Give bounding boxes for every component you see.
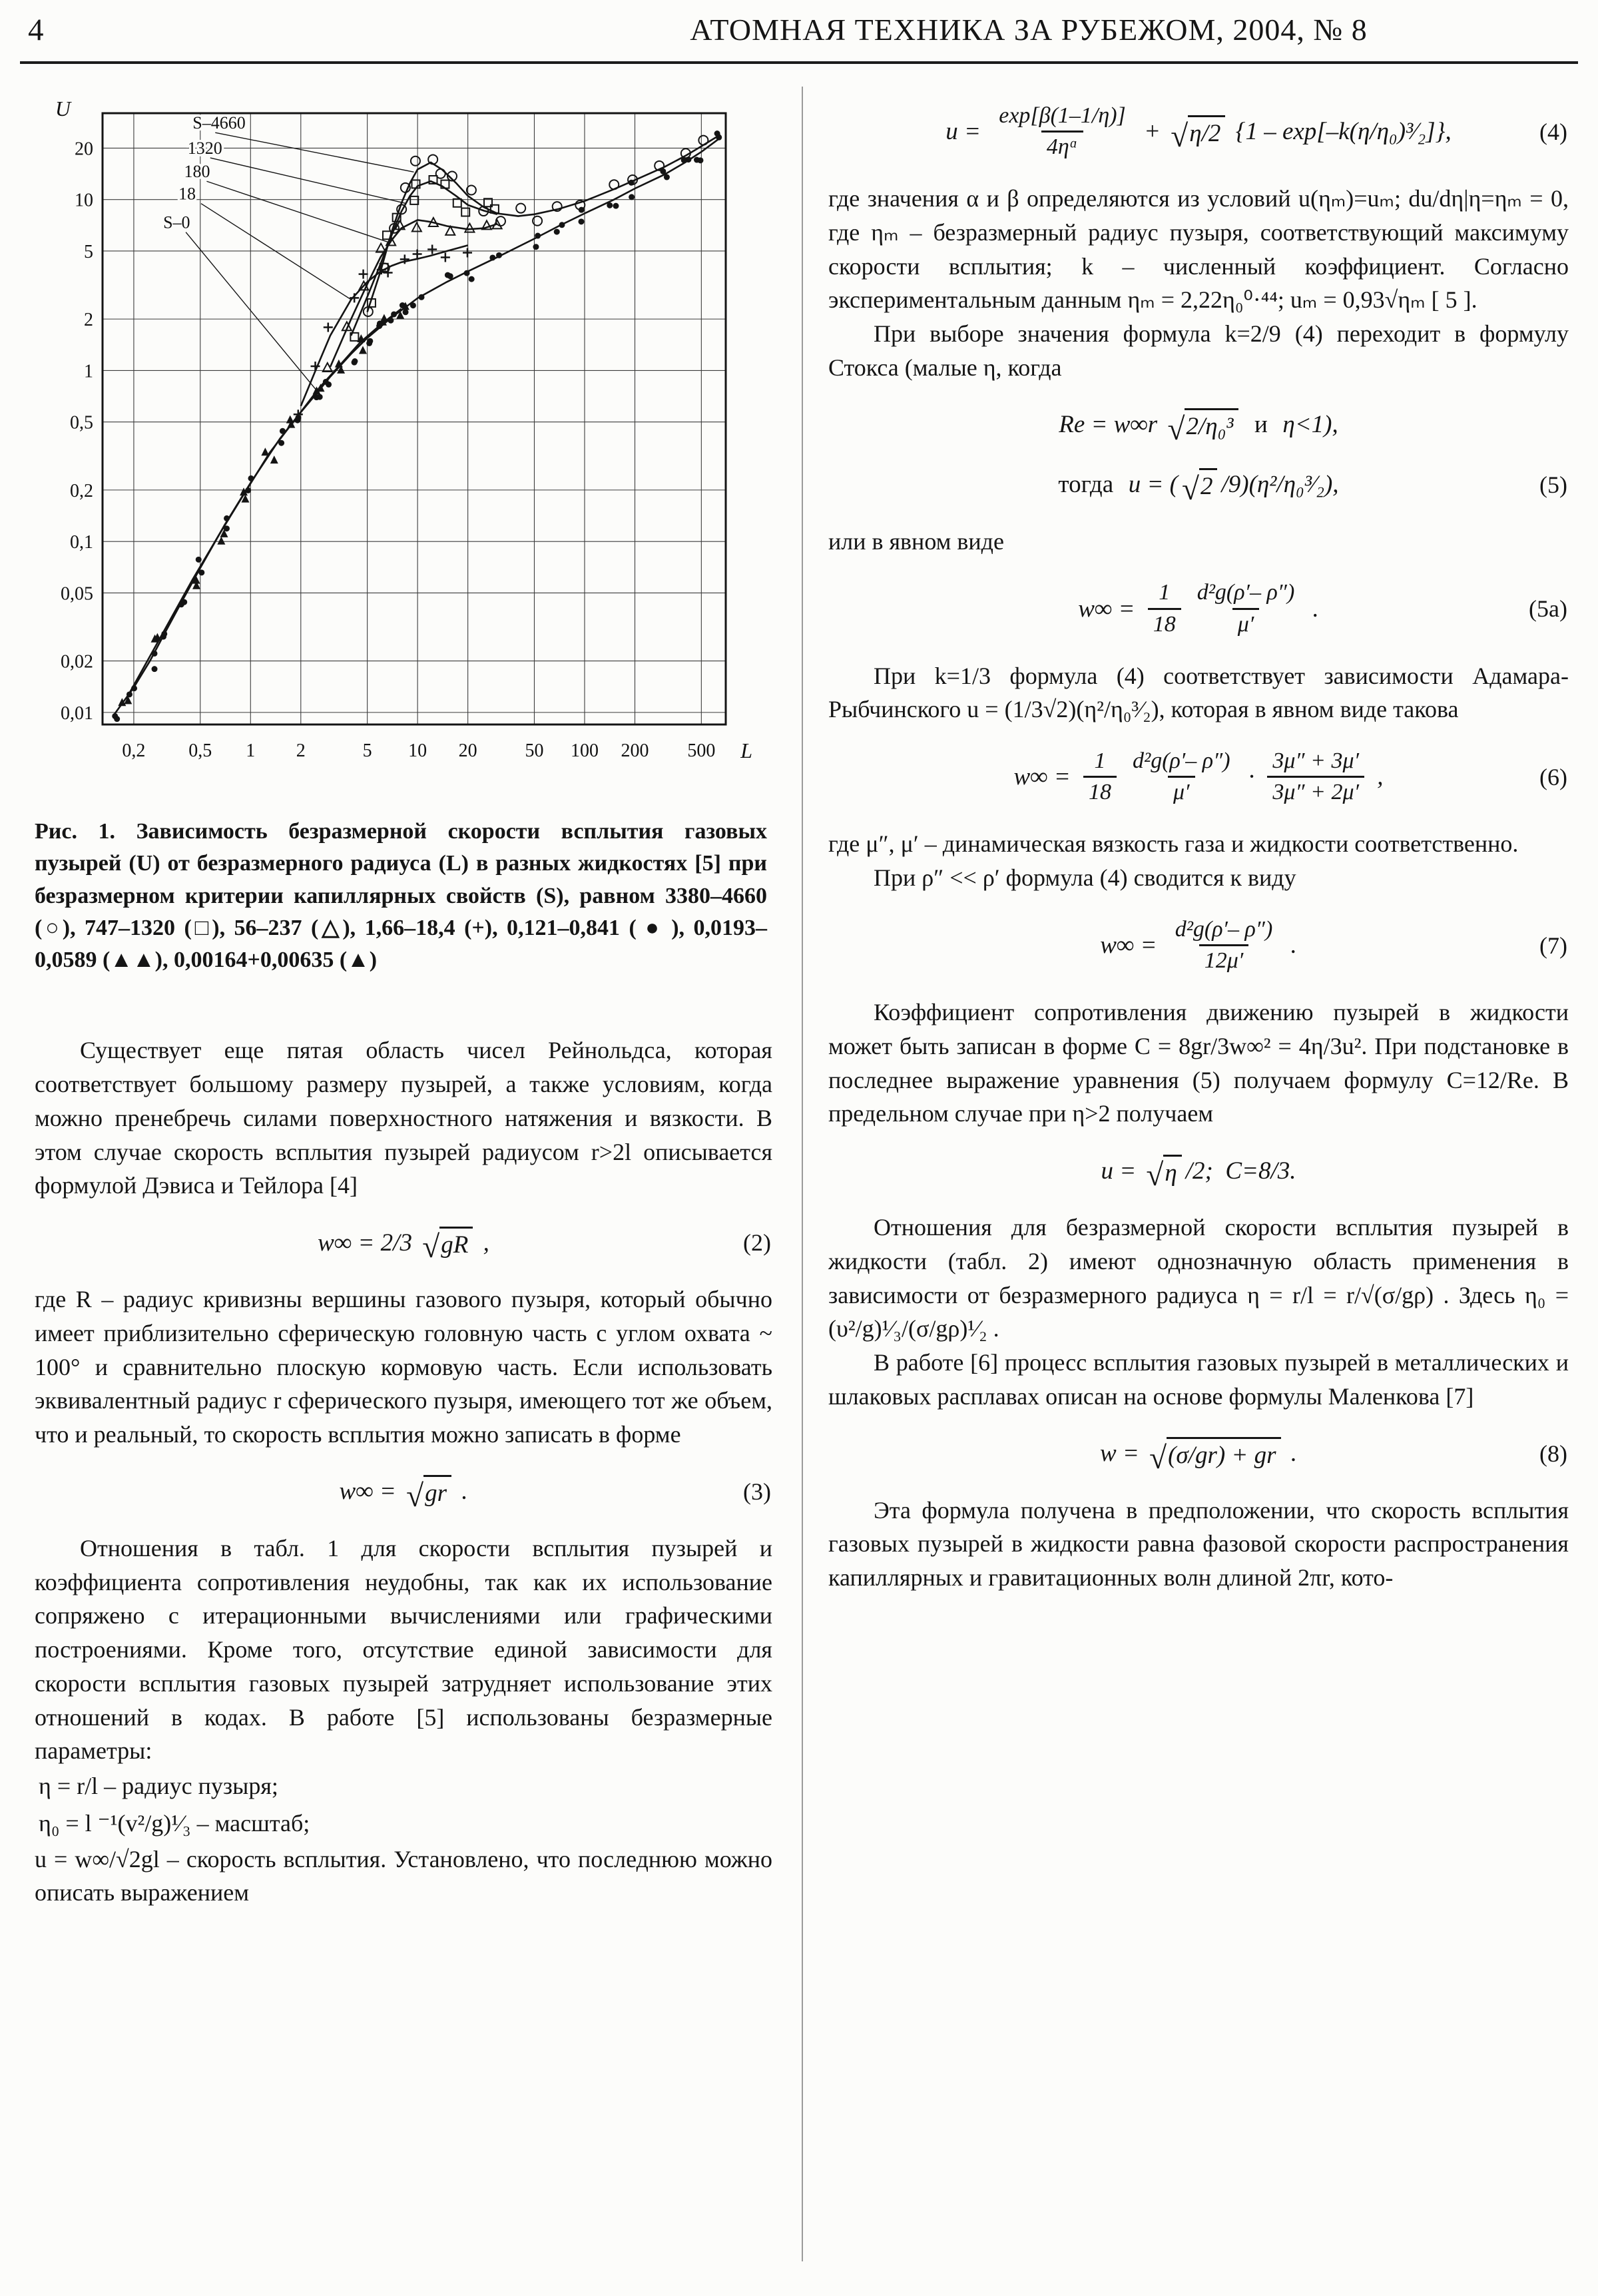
series-label: S–4660 bbox=[192, 113, 246, 133]
two-column-body bbox=[0, 64, 1598, 2275]
equation-2 bbox=[35, 1223, 772, 1263]
equation-part: . bbox=[1306, 595, 1319, 623]
equation-part: (σ/gr) + gr bbox=[1167, 1437, 1280, 1470]
series-label: 18 bbox=[178, 184, 196, 204]
equation-body bbox=[1013, 746, 1383, 807]
svg-text:L: L bbox=[740, 738, 752, 762]
paragraph: Эта формула получена в предположении, что скорость всплытия газовых пузырей в жидкости равна фазовой скорости распространения капиллярных и гравитационных волн длиной 2πr, кото- bbox=[828, 1496, 1569, 1591]
equation-6 bbox=[828, 746, 1569, 807]
equation-number: (5) bbox=[1539, 471, 1567, 498]
paragraph: где значения α и β определяются из условий u(ηₘ)=uₘ; du/dη|η=ηₘ = 0, где ηₘ – безразмерный радиус пузыря, соответствующий максимуму скорости всплытия; k – численный коэффициент. Согласно экспериментальным данным ηₘ = 2,22η₀⁰·⁴⁴; uₘ = 0,93√ηₘ [ 5 ]. bbox=[828, 185, 1569, 314]
paragraph: Отношения в табл. 1 для скорости всплытия пузырей и коэффициента сопротивления неудобны, так как их использование сопряжено с итерационными вычислениями или графическими построениями. Кроме того, отсутствие единой зависимости для скорости всплытия газовых пузырей затрудняет использование этих отношений в кодах. В работе [5] использованы безразмерные параметры: bbox=[35, 1534, 772, 1765]
equation-part: η/2 bbox=[1188, 115, 1225, 148]
equation-part bbox=[422, 1227, 473, 1265]
left-column-text bbox=[35, 1033, 772, 1910]
equation-part: 12μ′ bbox=[1199, 944, 1249, 976]
svg-text:0,5: 0,5 bbox=[188, 740, 212, 761]
paragraph: Существует еще пятая область чисел Рейнольдса, которая соответствует большому размеру пузырей, а также условиям, когда можно пренебречь силами поверхностного натяжения и вязкости. В этом случае скорость всплытия пузырей радиусом r>2l описывается формулой Дэвиса и Тейлора [4] bbox=[35, 1037, 772, 1199]
equation-number: (2) bbox=[743, 1229, 771, 1257]
equation bbox=[828, 405, 1569, 445]
paragraph: Отношения для безразмерной скорости всплытия пузырей в жидкости (табл. 2) имеют однозначную область применения в зависимости от безразмерного радиуса η = r/l = r/√(σ/gρ) . Здесь η₀ = (υ²/g)¹⁄₃/(σ/gρ)¹⁄₂ . bbox=[828, 1214, 1569, 1342]
equation-number: (8) bbox=[1539, 1440, 1567, 1467]
equation-3 bbox=[35, 1472, 772, 1512]
equation-part: . bbox=[455, 1478, 468, 1506]
equation-part: 4ηᵅ bbox=[1041, 131, 1083, 162]
svg-text:200: 200 bbox=[621, 740, 649, 761]
equation-part bbox=[1149, 1437, 1280, 1476]
svg-text:U: U bbox=[55, 97, 71, 121]
equation-number: (7) bbox=[1539, 932, 1567, 959]
svg-text:10: 10 bbox=[75, 190, 93, 211]
equation-part: 3μ″ + 2μ′ bbox=[1267, 776, 1364, 807]
equation-part bbox=[1148, 578, 1181, 639]
equation-part bbox=[1192, 578, 1300, 639]
equation-part: , bbox=[477, 1229, 489, 1257]
svg-text:1: 1 bbox=[84, 361, 93, 382]
svg-text:1: 1 bbox=[246, 740, 256, 761]
equation-8 bbox=[828, 1434, 1569, 1474]
svg-text:500: 500 bbox=[687, 740, 716, 761]
equation-part bbox=[1083, 746, 1117, 807]
equation-part bbox=[1127, 746, 1236, 807]
equation-part: {1 – exp[–k(η/η₀)³⁄₂]}, bbox=[1229, 118, 1452, 146]
figure-1 bbox=[35, 85, 772, 976]
equation-number: (4) bbox=[1539, 118, 1567, 145]
equation-part: d²g(ρ′– ρ″) bbox=[1197, 580, 1295, 605]
svg-text:0,02: 0,02 bbox=[61, 651, 93, 673]
equation-part: d²g(ρ′– ρ″) bbox=[1175, 916, 1273, 942]
paragraph: или в явном виде bbox=[828, 527, 1004, 555]
equation-part: u = bbox=[945, 118, 987, 146]
svg-text:10: 10 bbox=[408, 740, 427, 761]
equation-part: gR bbox=[439, 1227, 473, 1259]
equation-part: 18 bbox=[1083, 776, 1117, 807]
equation-part: /2; C=8/3. bbox=[1185, 1157, 1296, 1185]
equation-part: u = bbox=[1101, 1157, 1143, 1185]
equation-part: и bbox=[1242, 411, 1280, 439]
equation-part: η bbox=[1163, 1155, 1181, 1187]
equation-number: (3) bbox=[743, 1478, 771, 1505]
equation-part bbox=[1146, 1155, 1181, 1193]
equation bbox=[828, 1151, 1569, 1191]
svg-text:2: 2 bbox=[84, 310, 93, 331]
equation-part: √ bbox=[406, 1479, 424, 1514]
equation-body bbox=[1078, 578, 1319, 639]
svg-text:5: 5 bbox=[84, 241, 93, 262]
svg-text:5: 5 bbox=[362, 740, 372, 761]
svg-text:0,05: 0,05 bbox=[61, 583, 93, 605]
svg-text:20: 20 bbox=[75, 139, 93, 160]
equation-part: + bbox=[1137, 118, 1167, 146]
paragraph: При k=1/3 формула (4) соответствует зависимости Адамара-Рыбчинского u = (1/3√2)(η²/η₀³⁄₂), которая в явном виде такова bbox=[828, 662, 1569, 723]
equation-body bbox=[1100, 915, 1297, 976]
equation-body bbox=[339, 1475, 468, 1514]
svg-text:0,01: 0,01 bbox=[61, 703, 93, 724]
equation-part bbox=[1171, 115, 1225, 154]
paragraph: u = w∞/√2gl – скорость всплытия. Установлено, что последнюю можно описать выражением bbox=[35, 1845, 772, 1906]
svg-text:50: 50 bbox=[525, 740, 544, 761]
equation-part: · bbox=[1242, 763, 1261, 791]
equation-body bbox=[1101, 1155, 1296, 1193]
equation-part: 3μ″ + 3μ′ bbox=[1272, 748, 1360, 774]
equation-body bbox=[318, 1227, 489, 1265]
equation-part: . bbox=[1284, 1440, 1298, 1468]
equation-part: w∞ = bbox=[1013, 763, 1077, 791]
equation-part: u = ( bbox=[1128, 471, 1178, 499]
svg-text:20: 20 bbox=[458, 740, 477, 761]
equation-part: exp[β(1–1/η)] bbox=[999, 103, 1126, 128]
equation-part bbox=[993, 101, 1131, 162]
equation-part: √ bbox=[1167, 412, 1185, 447]
equation-part bbox=[1181, 468, 1218, 507]
equation-part: w∞ = bbox=[1078, 595, 1141, 623]
left-column bbox=[35, 81, 772, 2275]
equation-part: d²g(ρ′– ρ″) bbox=[1133, 748, 1230, 774]
equation-part: μ′ bbox=[1168, 776, 1195, 807]
paragraph: При ρ″ << ρ′ формула (4) сводится к виду bbox=[874, 864, 1296, 892]
paragraph: где R – радиус кривизны вершины газового пузыря, который обычно имеет приблизительно сферическую головную часть с углом охвата ~ 100° и сравнительно плоскую кормовую часть. Если использовать эквивалентный радиус r сферического пузыря, имеющего тот же объем, что и реальный, то скорость всплытия можно записать в форме bbox=[35, 1286, 772, 1448]
equation-part bbox=[1267, 746, 1364, 807]
equation-part: , bbox=[1371, 763, 1384, 791]
equation-4 bbox=[828, 101, 1569, 162]
bubble-rise-velocity-chart bbox=[35, 85, 760, 778]
column-divider bbox=[802, 87, 803, 2261]
paragraph: Коэффициент сопротивления движению пузырей в жидкости может быть записан в форме C = 8gr/3w∞² = 4η/3u². При подстановке в последнее выражение уравнения (5) получаем формулу C=12/Re. В предельном случае при η>2 получаем bbox=[828, 999, 1569, 1127]
equation-7 bbox=[828, 915, 1569, 976]
equation-body bbox=[1099, 1437, 1298, 1476]
equation-part: w∞ = 2/3 bbox=[318, 1229, 419, 1257]
equation-part: w∞ = bbox=[1100, 932, 1163, 960]
equation-part: √ bbox=[1181, 471, 1199, 507]
paragraph: где μ″, μ′ – динамическая вязкость газа и жидкости соответственно. bbox=[828, 830, 1519, 858]
equation-body bbox=[1058, 468, 1339, 507]
equation-part: 2/η₀³ bbox=[1185, 408, 1238, 441]
equation-part: /9)(η²/η₀³⁄₂), bbox=[1221, 471, 1339, 499]
equation-part: √ bbox=[1171, 119, 1189, 154]
series-label: 1320 bbox=[187, 139, 222, 158]
equation-number: (6) bbox=[1539, 763, 1567, 790]
journal-title: АТОМНАЯ ТЕХНИКА ЗА РУБЕЖОМ, 2004, № 8 bbox=[690, 13, 1368, 47]
equation-part: 1 bbox=[1159, 580, 1171, 605]
equation-part: тогда bbox=[1058, 471, 1126, 499]
equation-part: Re = w∞r bbox=[1059, 411, 1164, 439]
equation-part: 18 bbox=[1148, 608, 1181, 639]
svg-text:100: 100 bbox=[570, 740, 599, 761]
equation-5а bbox=[828, 578, 1569, 639]
svg-text:0,2: 0,2 bbox=[122, 740, 146, 761]
figure-1-chart bbox=[35, 85, 760, 781]
equation-part: w = bbox=[1099, 1440, 1146, 1468]
equation-part: √ bbox=[1149, 1440, 1167, 1476]
definition-line: η₀ = l ⁻¹(v²/g)¹⁄₃ – масштаб; bbox=[39, 1809, 310, 1837]
equation-part: w∞ = bbox=[339, 1478, 403, 1506]
equation-part: 1 bbox=[1094, 748, 1106, 774]
svg-text:0,2: 0,2 bbox=[70, 480, 93, 501]
right-column bbox=[828, 81, 1573, 2275]
equation-body bbox=[1059, 408, 1338, 447]
equation-part bbox=[1167, 408, 1238, 447]
equation-part bbox=[406, 1475, 451, 1514]
definition-line: η = r/l – радиус пузыря; bbox=[39, 1773, 278, 1800]
paragraph: В работе [6] процесс всплытия газовых пузырей в металлических и шлаковых расплавах описан на основе формулы Маленкова [7] bbox=[828, 1349, 1569, 1410]
equation-part: 2 bbox=[1199, 468, 1218, 501]
equation-part: gr bbox=[423, 1475, 451, 1508]
equation-part: η<1), bbox=[1282, 411, 1338, 439]
series-label: S–0 bbox=[163, 212, 190, 232]
equation-part: . bbox=[1284, 932, 1297, 960]
right-column-text bbox=[828, 101, 1569, 1595]
page-number: 4 bbox=[28, 13, 44, 47]
svg-text:0,1: 0,1 bbox=[70, 532, 93, 553]
page-header bbox=[0, 0, 1598, 61]
figure-1-caption: Рис. 1. Зависимость безразмерной скорости всплытия газовых пузырей (U) от безразмерного радиуса (L) в разных жидкостях [5] при безразмерном критерии капиллярных свойств (S), равном 3380–4660 (○), 747–1320 (□), 56–237 (△), 1,66–18,4 (+), 0,121–0,841 ( ● ), 0,0193–0,0589 (▲▲), 0,00164+0,00635 (▲) bbox=[35, 819, 767, 973]
svg-text:0,5: 0,5 bbox=[70, 412, 93, 433]
svg-text:2: 2 bbox=[296, 740, 306, 761]
equation-part: √ bbox=[1146, 1158, 1164, 1193]
equation-5 bbox=[828, 465, 1569, 505]
equation-part bbox=[1170, 915, 1278, 976]
equation-body bbox=[945, 101, 1451, 162]
equation-part: μ′ bbox=[1232, 608, 1260, 639]
paragraph: При выборе значения формула k=2/9 (4) переходит в формулу Стокса (малые η, когда bbox=[828, 320, 1569, 381]
equation-part: √ bbox=[422, 1230, 440, 1265]
series-label: 180 bbox=[184, 162, 210, 182]
equation-number: (5а) bbox=[1529, 595, 1567, 623]
